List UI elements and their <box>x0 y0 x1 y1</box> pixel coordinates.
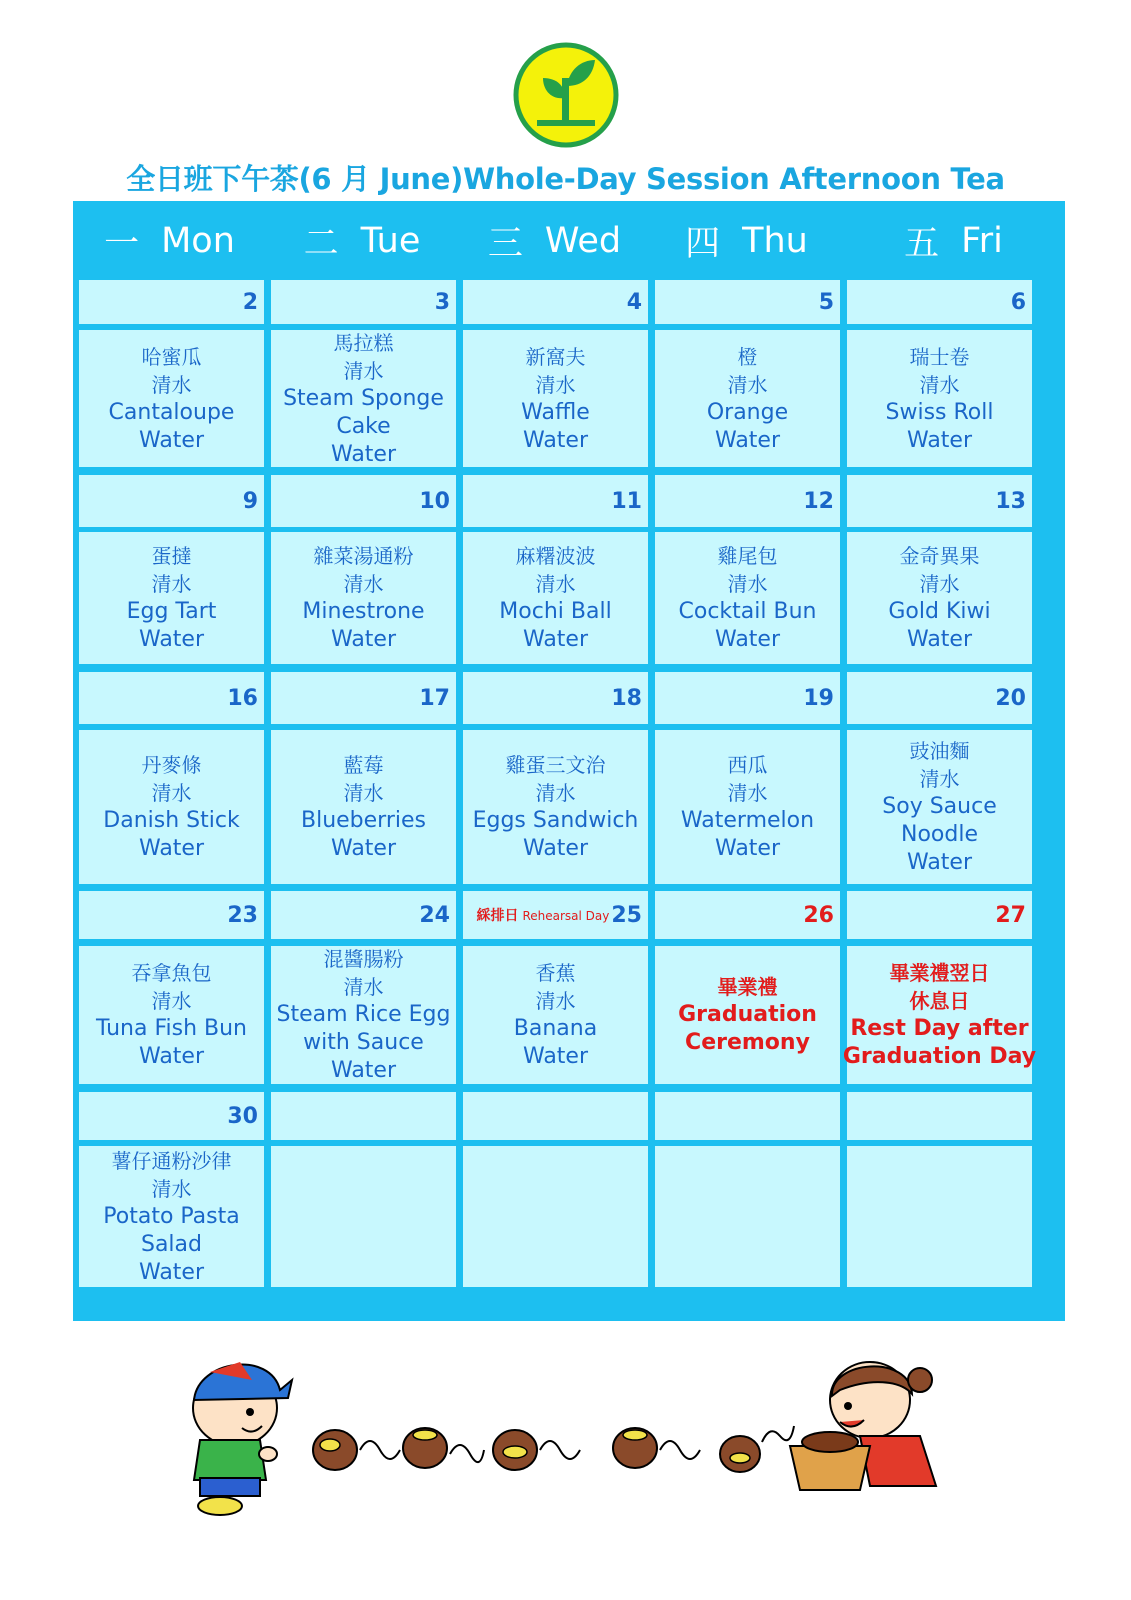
menu-line: Rest Day after <box>850 1016 1029 1041</box>
menu-line: 清水 <box>727 372 768 397</box>
date-number: 24 <box>419 902 450 928</box>
menu-cell <box>463 532 648 664</box>
menu-line: 豉油麵 <box>909 739 970 763</box>
menu-line: Banana <box>513 1016 598 1041</box>
menu-line: Cocktail Bun <box>678 599 817 624</box>
menu-line: 清水 <box>727 572 768 596</box>
date-number: 23 <box>227 902 258 928</box>
menu-line: 雞尾包 <box>717 544 778 568</box>
menu-cell <box>842 946 1037 1084</box>
date-number: 9 <box>242 488 258 514</box>
date-cell <box>79 280 264 324</box>
menu-line: 雜菜湯通粉 <box>313 544 414 568</box>
menu-cell <box>271 532 456 664</box>
menu-line: 薯仔通粉沙律 <box>111 1148 232 1173</box>
menu-line: Steam Rice Egg <box>276 1002 451 1027</box>
menu-line: 清水 <box>151 1176 192 1201</box>
menu-line: Watermelon <box>680 808 815 833</box>
sprout-logo-icon <box>513 42 619 148</box>
menu-line: 金奇異果 <box>899 544 980 568</box>
menu-line: Egg Tart <box>126 599 217 624</box>
date-number: 4 <box>626 289 642 315</box>
menu-line: 新窩夫 <box>525 344 586 369</box>
kids-chestnuts-illustration <box>180 1350 960 1520</box>
menu-line: Water <box>138 836 205 861</box>
menu-line: Water <box>330 441 397 467</box>
menu-line: 清水 <box>919 767 960 791</box>
weekday-en-label: Thu <box>742 220 808 261</box>
menu-cell <box>847 1146 1032 1287</box>
menu-line: Blueberries <box>301 808 426 833</box>
menu-line: 清水 <box>151 781 192 805</box>
date-cell <box>847 475 1032 527</box>
menu-cell <box>463 330 648 467</box>
menu-line: Water <box>138 1259 205 1285</box>
menu-line: 蛋撻 <box>151 544 192 568</box>
date-cell <box>463 475 648 527</box>
date-number: 13 <box>995 488 1026 514</box>
date-cell <box>847 1092 1032 1140</box>
date-number: 20 <box>995 685 1026 711</box>
weekday-cn-label: 三 <box>487 223 523 264</box>
menu-line: 混醬腸粉 <box>323 947 404 971</box>
date-number: 25 <box>611 902 642 928</box>
menu-cell <box>271 730 456 884</box>
menu-cell <box>655 532 840 664</box>
menu-line: 清水 <box>535 372 576 397</box>
date-number: 10 <box>419 488 450 514</box>
menu-cell <box>79 330 264 467</box>
rehearsal-note-en: Rehearsal Day <box>522 909 610 923</box>
menu-line: Eggs Sandwich <box>472 808 639 833</box>
page-title: 全日班下午茶(6 月 June)Whole-Day Session Afternoon Tea <box>126 162 1005 196</box>
menu-line: 吞拿魚包 <box>131 961 212 985</box>
menu-line: Minestrone <box>302 599 425 624</box>
date-number: 16 <box>227 685 258 711</box>
menu-line: 清水 <box>151 989 192 1013</box>
calendar-grid <box>73 201 1065 1321</box>
date-cell <box>655 475 840 527</box>
menu-line: 休息日 <box>909 989 970 1013</box>
menu-line: Mochi Ball <box>499 599 612 624</box>
menu-line: 清水 <box>919 372 960 397</box>
menu-line: Salad <box>140 1231 202 1257</box>
date-number: 26 <box>803 902 834 928</box>
menu-line: 丹麥條 <box>141 753 202 777</box>
girl-illustration <box>790 1362 936 1490</box>
menu-line: 清水 <box>343 781 384 805</box>
date-cell <box>271 672 456 724</box>
menu-line: 馬拉糕 <box>333 330 394 355</box>
menu-line: 清水 <box>343 358 384 383</box>
menu-line: Steam Sponge <box>283 385 444 411</box>
date-cell <box>271 280 456 324</box>
menu-line: Water <box>138 627 205 652</box>
date-number: 19 <box>803 685 834 711</box>
menu-line: Water <box>522 427 589 453</box>
weekday-en-label: Mon <box>161 220 235 261</box>
menu-line: 畢業禮翌日 <box>889 961 990 985</box>
menu-line: 清水 <box>343 975 384 999</box>
menu-line: Water <box>330 836 397 861</box>
menu-line: Graduation Day <box>842 1044 1037 1069</box>
menu-line: 畢業禮 <box>717 975 778 999</box>
date-number: 6 <box>1010 289 1026 315</box>
menu-cell <box>79 730 264 884</box>
menu-cell <box>271 1146 456 1287</box>
date-number: 3 <box>434 289 450 315</box>
date-number: 2 <box>242 289 258 315</box>
menu-line: 清水 <box>919 572 960 596</box>
menu-cell <box>79 946 264 1084</box>
date-cell <box>79 475 264 527</box>
menu-line: 清水 <box>535 781 576 805</box>
menu-cell <box>655 730 840 884</box>
menu-line: Water <box>906 627 973 652</box>
menu-line: Water <box>138 1044 205 1069</box>
date-cell <box>655 891 840 939</box>
menu-line: Water <box>522 836 589 861</box>
menu-line: Water <box>522 627 589 652</box>
menu-cell <box>847 330 1032 467</box>
menu-cell <box>463 730 648 884</box>
weekday-en-label: Tue <box>360 220 421 261</box>
menu-line: 清水 <box>535 989 576 1013</box>
menu-line: Water <box>330 1058 397 1083</box>
menu-line: Water <box>330 627 397 652</box>
date-cell <box>847 891 1032 939</box>
menu-line: Cantaloupe <box>108 399 235 425</box>
menu-line: Danish Stick <box>103 808 240 833</box>
menu-line: 清水 <box>727 781 768 805</box>
calendar-table <box>73 201 1065 1321</box>
menu-cell <box>847 730 1032 884</box>
menu-line: 瑞士卷 <box>909 344 970 369</box>
date-cell <box>271 475 456 527</box>
menu-line: Cake <box>336 413 391 439</box>
date-number: 27 <box>995 902 1026 928</box>
menu-line: Water <box>906 427 973 453</box>
menu-line: Water <box>906 850 973 875</box>
menu-line: 清水 <box>535 572 576 596</box>
menu-line: Tuna Fish Bun <box>95 1016 247 1041</box>
date-number: 18 <box>611 685 642 711</box>
menu-line: 香蕉 <box>535 961 576 985</box>
date-cell <box>271 891 456 939</box>
menu-line: Potato Pasta <box>103 1203 240 1229</box>
menu-line: Swiss Roll <box>885 399 994 425</box>
menu-line: 橙 <box>737 344 758 369</box>
boy-illustration <box>193 1362 292 1515</box>
date-cell <box>463 672 648 724</box>
menu-line: 藍莓 <box>343 753 384 777</box>
menu-cell <box>79 1146 264 1287</box>
date-cell <box>847 672 1032 724</box>
menu-cell <box>463 1146 648 1287</box>
menu-line: Graduation <box>678 1002 817 1027</box>
menu-line: 清水 <box>151 372 192 397</box>
menu-line: 雞蛋三文治 <box>505 753 606 777</box>
menu-cell <box>463 946 648 1084</box>
date-number: 12 <box>803 488 834 514</box>
menu-line: Water <box>714 627 781 652</box>
menu-line: Soy Sauce <box>882 794 997 819</box>
menu-line: 清水 <box>343 572 384 596</box>
menu-cell <box>655 330 840 467</box>
date-cell <box>463 1092 648 1140</box>
menu-line: Water <box>714 836 781 861</box>
menu-line: Water <box>714 427 781 453</box>
menu-line: Orange <box>706 399 789 425</box>
menu-cell <box>847 532 1032 664</box>
menu-cell <box>271 946 456 1084</box>
date-cell <box>847 280 1032 324</box>
menu-line: Waffle <box>521 399 590 425</box>
date-cell <box>79 891 264 939</box>
menu-cell <box>79 532 264 664</box>
menu-cell <box>655 1146 840 1287</box>
date-cell <box>463 280 648 324</box>
date-cell <box>655 280 840 324</box>
menu-line: Ceremony <box>685 1030 810 1055</box>
date-number: 30 <box>227 1103 258 1129</box>
menu-line: 哈蜜瓜 <box>141 344 202 369</box>
date-cell <box>79 672 264 724</box>
weekday-en-label: Fri <box>961 220 1003 261</box>
menu-cell <box>271 330 456 467</box>
date-cell <box>655 1092 840 1140</box>
menu-line: Noodle <box>901 822 978 847</box>
date-number: 17 <box>419 685 450 711</box>
weekday-en-label: Wed <box>544 220 622 261</box>
weekday-cn-label: 一 <box>104 223 140 264</box>
menu-line: 麻糬波波 <box>515 544 596 568</box>
date-cell <box>79 1092 264 1140</box>
menu-cell <box>655 946 840 1084</box>
menu-line: with Sauce <box>303 1030 424 1055</box>
menu-line: 清水 <box>151 572 192 596</box>
menu-line: Gold Kiwi <box>888 599 991 624</box>
menu-line: Water <box>138 427 205 453</box>
date-number: 5 <box>818 289 834 315</box>
menu-line: Water <box>522 1044 589 1069</box>
date-number: 11 <box>611 488 642 514</box>
weekday-cn-label: 四 <box>685 223 721 264</box>
date-cell <box>463 891 648 939</box>
weekday-cn-label: 五 <box>904 223 940 264</box>
rehearsal-note <box>476 905 609 925</box>
weekday-cn-label: 二 <box>303 223 339 264</box>
date-cell <box>271 1092 456 1140</box>
date-cell <box>655 672 840 724</box>
menu-line: 西瓜 <box>727 753 768 777</box>
rehearsal-note-cn: 綵排日 <box>476 908 519 924</box>
